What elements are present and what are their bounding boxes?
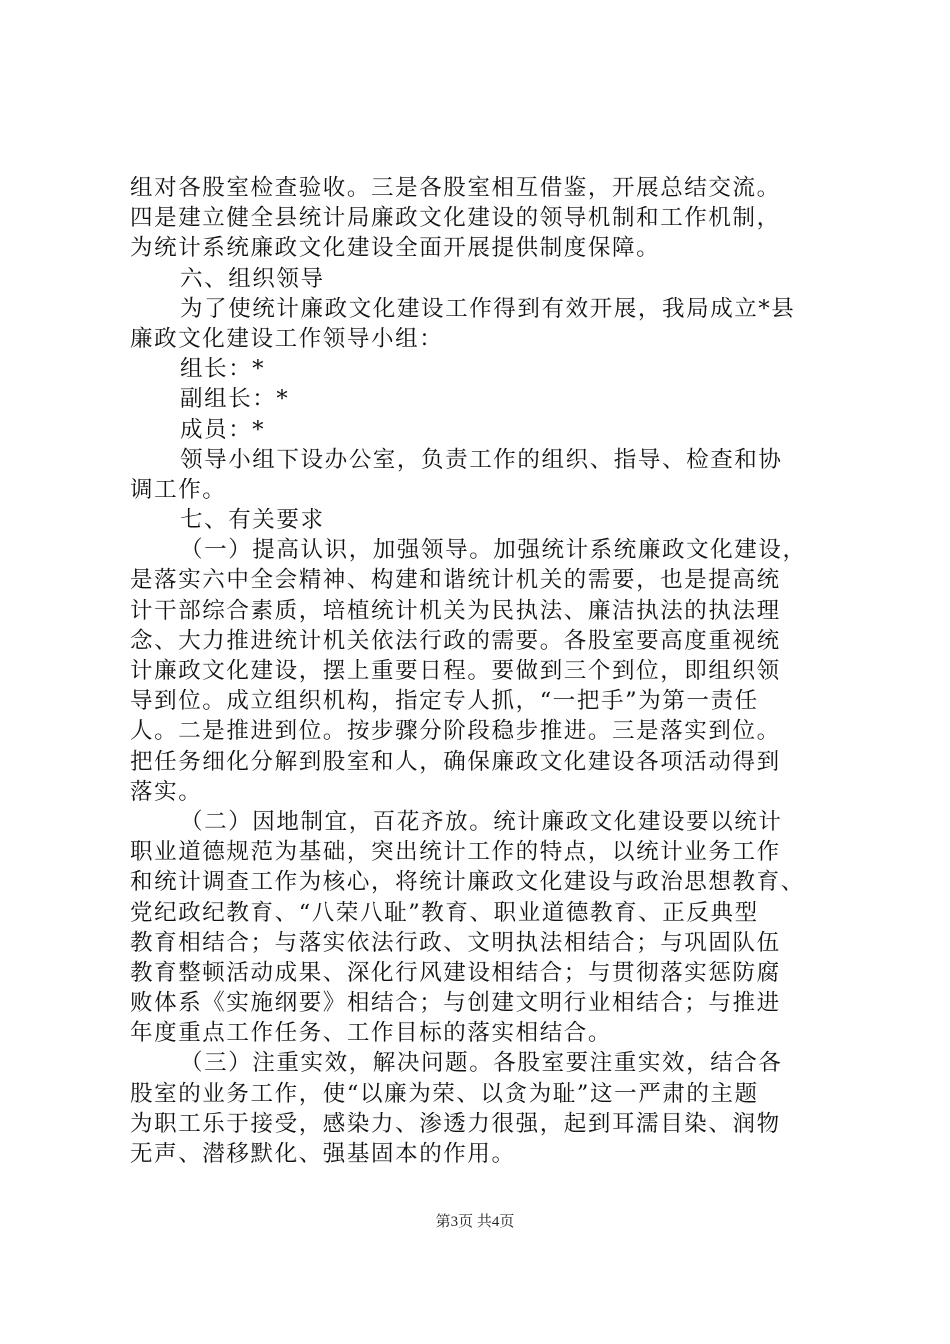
- text-line: 无声、潜移默化、强基固本的作用。: [130, 1141, 516, 1167]
- text-line: 组长：*: [180, 356, 266, 383]
- text-line: （三）注重实效，解决问题。各股室要注重实效，结合各: [180, 1050, 783, 1077]
- text-line: 调工作。: [130, 476, 227, 503]
- text-line: 四是建立健全县统计局廉政文化建设的领导机制和工作机制，: [130, 205, 781, 232]
- text-line: 和统计调查工作为核心，将统计廉政文化建设与政治思想教育、: [130, 869, 805, 896]
- page-footer: 第3页 共4页: [435, 1214, 515, 1230]
- text-line: 把任务细化分解到股室和人，确保廉政文化建设各项活动得到: [130, 748, 781, 775]
- text-line: （一）提高认识，加强领导。加强统计系统廉政文化建设，: [180, 537, 807, 564]
- text-line: 计廉政文化建设，摆上重要日程。要做到三个到位，即组织领: [130, 658, 781, 684]
- text-line: 职业道德规范为基础，突出统计工作的特点，以统计业务工作: [130, 839, 781, 866]
- text-line: 党纪政纪教育、“八荣八耻”教育、职业道德教育、正反典型: [130, 899, 759, 926]
- text-line: （二）因地制宜，百花齐放。统计廉政文化建设要以统计: [180, 808, 783, 835]
- text-line: 七、有关要求: [180, 507, 325, 534]
- text-line: 为职工乐于接受，感染力、渗透力很强，起到耳濡目染、润物: [130, 1110, 781, 1137]
- text-line: 组对各股室检查验收。三是各股室相互借鉴，开展总结交流。: [130, 175, 781, 201]
- text-line: 败体系《实施纲要》相结合；与创建文明行业相结合；与推进: [130, 990, 781, 1017]
- text-line: 教育整顿活动成果、深化行风建设相结合；与贯彻落实惩防腐: [130, 959, 781, 986]
- text-line: 领导小组下设办公室，负责工作的组织、指导、检查和协: [180, 446, 783, 473]
- document-body: [130, 173, 830, 1169]
- text-line: 人。二是推进到位。按步骤分阶段稳步推进。三是落实到位。: [130, 718, 781, 745]
- text-line: 念、大力推进统计机关依法行政的需要。各股室要高度重视统: [130, 627, 781, 654]
- text-line: 教育相结合；与落实依法行政、文明执法相结合；与巩固队伍: [130, 929, 781, 956]
- text-line: 副组长：*: [180, 386, 290, 413]
- text-line: 年度重点工作任务、工作目标的落实相结合。: [130, 1020, 613, 1047]
- text-line: 是落实六中全会精神、构建和谐统计机关的需要，也是提高统: [130, 567, 781, 594]
- text-line: 导到位。成立组织机构，指定专人抓，“一把手”为第一责任: [130, 688, 759, 715]
- text-line: 落实。: [130, 778, 203, 805]
- text-line: 为了使统计廉政文化建设工作得到有效开展，我局成立*县: [180, 295, 796, 322]
- text-line: 股室的业务工作，使“以廉为荣、以贪为耻”这一严肃的主题: [130, 1080, 759, 1107]
- text-line: 廉政文化建设工作领导小组：: [130, 325, 444, 352]
- text-line: 为统计系统廉政文化建设全面开展提供制度保障。: [130, 235, 661, 262]
- text-line: 六、组织领导: [180, 265, 325, 292]
- text-line: 成员：*: [180, 416, 266, 443]
- text-line: 计干部综合素质，培植统计机关为民执法、廉洁执法的执法理: [130, 597, 781, 624]
